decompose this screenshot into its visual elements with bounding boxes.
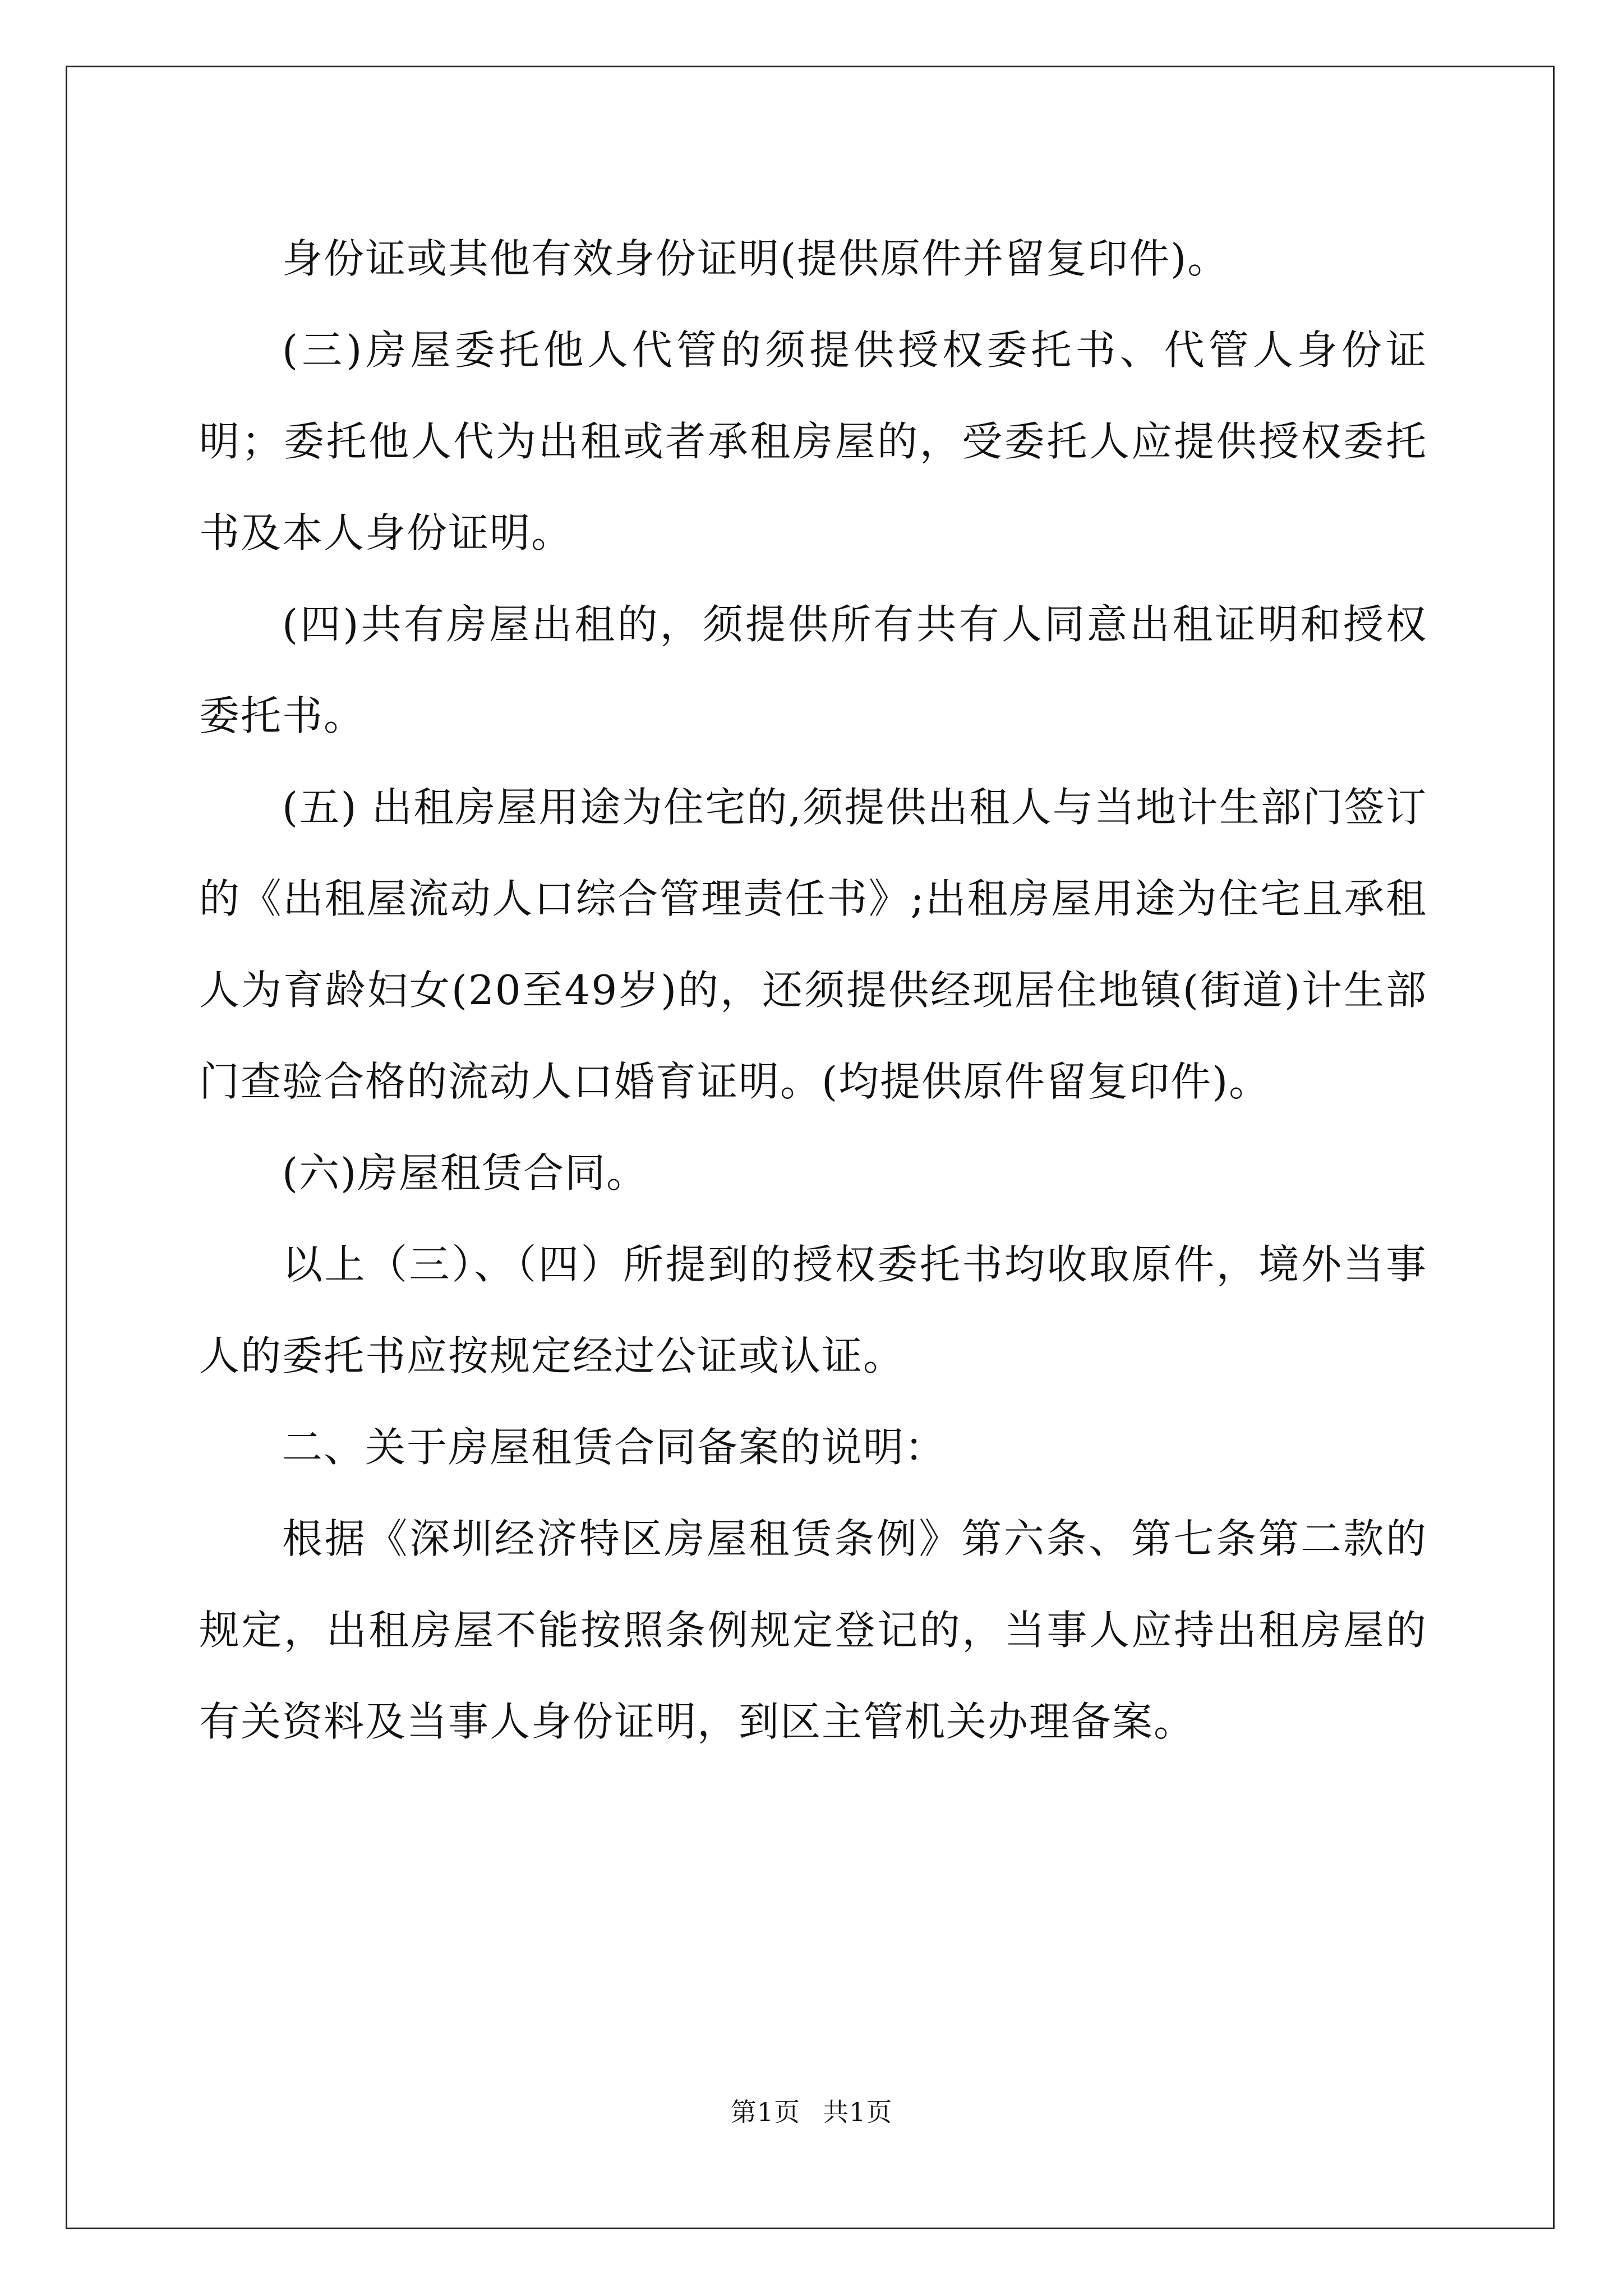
paragraph-item-3: (三)房屋委托他人代管的须提供授权委托书、代管人身份证明；委托他人代为出租或者承租房屋的，受委托人应提供授权委托书及本人身份证明。 xyxy=(199,326,1427,556)
paragraph-note: 以上（三）、（四）所提到的授权委托书均收取原件，境外当事人的委托书应按规定经过公证或认证。 xyxy=(199,1241,1427,1379)
document-body xyxy=(199,213,1427,1768)
page-footer xyxy=(0,2095,1623,2129)
paragraph-item-5: (五) 出租房屋用途为住宅的,须提供出租人与当地计生部门签订的《出租屋流动人口综合管理责任书》;出租房屋用途为住宅且承租人为育龄妇女(20至49岁)的，还须提供经现居住地镇(街道)计生部门查验合格的流动人口婚育证明。(均提供原件留复印件)。 xyxy=(199,784,1427,1105)
page-number: 第1页 xyxy=(730,2097,800,2127)
section-heading: 二、关于房屋租赁合同备案的说明： xyxy=(282,1424,947,1471)
paragraph-id-proof: 身份证或其他有效身份证明(提供原件并留复印件)。 xyxy=(282,235,1229,282)
paragraph-item-6: (六)房屋租赁合同。 xyxy=(282,1149,648,1197)
paragraph-item-4: (四)共有房屋出租的，须提供所有共有人同意出租证明和授权委托书。 xyxy=(199,601,1427,739)
page-total: 共1页 xyxy=(823,2097,893,2127)
paragraph-regulation: 根据《深圳经济特区房屋租赁条例》第六条、第七条第二款的规定，出租房屋不能按照条例规定登记的，当事人应持出租房屋的有关资料及当事人身份证明，到区主管机关办理备案。 xyxy=(199,1515,1427,1745)
